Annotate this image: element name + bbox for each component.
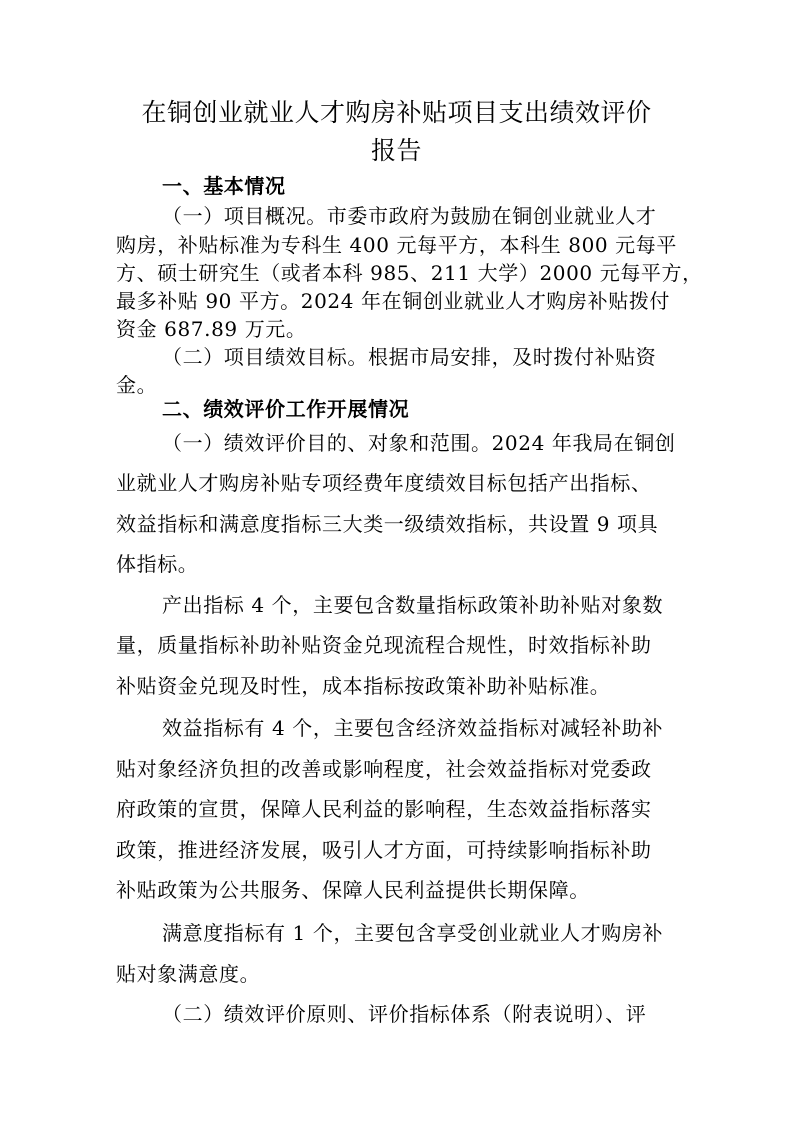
paragraph-4-line-1: 产出指标 4 个，主要包含数量指标政策补助补贴对象数 bbox=[162, 593, 664, 617]
title-line-1: 在铜创业就业人才购房补贴项目支出绩效评价 bbox=[141, 98, 652, 127]
paragraph-3-line-4: 体指标。 bbox=[116, 552, 199, 576]
paragraph-1-line-3: 方、硕士研究生（或者本科 985、211 大学）2000 元每平方， bbox=[116, 261, 703, 285]
paragraph-3-line-2: 业就业人才购房补贴专项经费年度绩效目标包括产出指标、 bbox=[116, 471, 652, 495]
paragraph-3-line-3: 效益指标和满意度指标三大类一级绩效指标，共设置 9 项具 bbox=[116, 512, 659, 536]
paragraph-3-line-1: （一）绩效评价目的、对象和范围。2024 年我局在铜创 bbox=[162, 431, 676, 455]
paragraph-1-line-1: （一）项目概况。市委市政府为鼓励在铜创业就业人才 bbox=[162, 204, 657, 228]
paragraph-5-line-5: 补贴政策为公共服务、保障人民利益提供长期保障。 bbox=[116, 878, 590, 902]
paragraph-6-line-1: 满意度指标有 1 个，主要包含享受创业就业人才购房补 bbox=[162, 921, 664, 945]
paragraph-1-line-5: 资金 687.89 万元。 bbox=[116, 317, 307, 341]
paragraph-5-line-3: 府政策的宣贯，保障人民利益的影响程，生态效益指标落实 bbox=[116, 797, 652, 821]
paragraph-2-line-2: 金。 bbox=[116, 373, 158, 397]
section-2-heading: 二、绩效评价工作开展情况 bbox=[162, 397, 410, 421]
paragraph-5-line-1: 效益指标有 4 个，主要包含经济效益指标对减轻补助补 bbox=[162, 716, 664, 740]
paragraph-1-line-2: 购房，补贴标准为专科生 400 元每平方，本科生 800 元每平 bbox=[116, 233, 677, 257]
paragraph-5-line-4: 政策，推进经济发展，吸引人才方面，可持续影响指标补助 bbox=[116, 838, 652, 862]
paragraph-5-line-2: 贴对象经济负担的改善或影响程度，社会效益指标对党委政 bbox=[116, 757, 652, 781]
paragraph-2-line-1: （二）项目绩效目标。根据市局安排，及时拨付补贴资 bbox=[162, 345, 657, 369]
paragraph-4-line-3: 补贴资金兑现及时性，成本指标按政策补助补贴标准。 bbox=[116, 674, 611, 698]
document-title bbox=[110, 94, 683, 170]
paragraph-4-line-2: 量，质量指标补助补贴资金兑现流程合规性，时效指标补助 bbox=[116, 633, 652, 657]
paragraph-6-line-2: 贴对象满意度。 bbox=[116, 962, 261, 986]
section-1-heading: 一、基本情况 bbox=[162, 174, 286, 198]
title-line-2: 报告 bbox=[370, 136, 422, 165]
paragraph-1-line-4: 最多补贴 90 平方。2024 年在铜创业就业人才购房补贴拨付 bbox=[116, 289, 671, 313]
paragraph-7-line-1: （二）绩效评价原则、评价指标体系（附表说明）、评 bbox=[162, 1002, 647, 1026]
